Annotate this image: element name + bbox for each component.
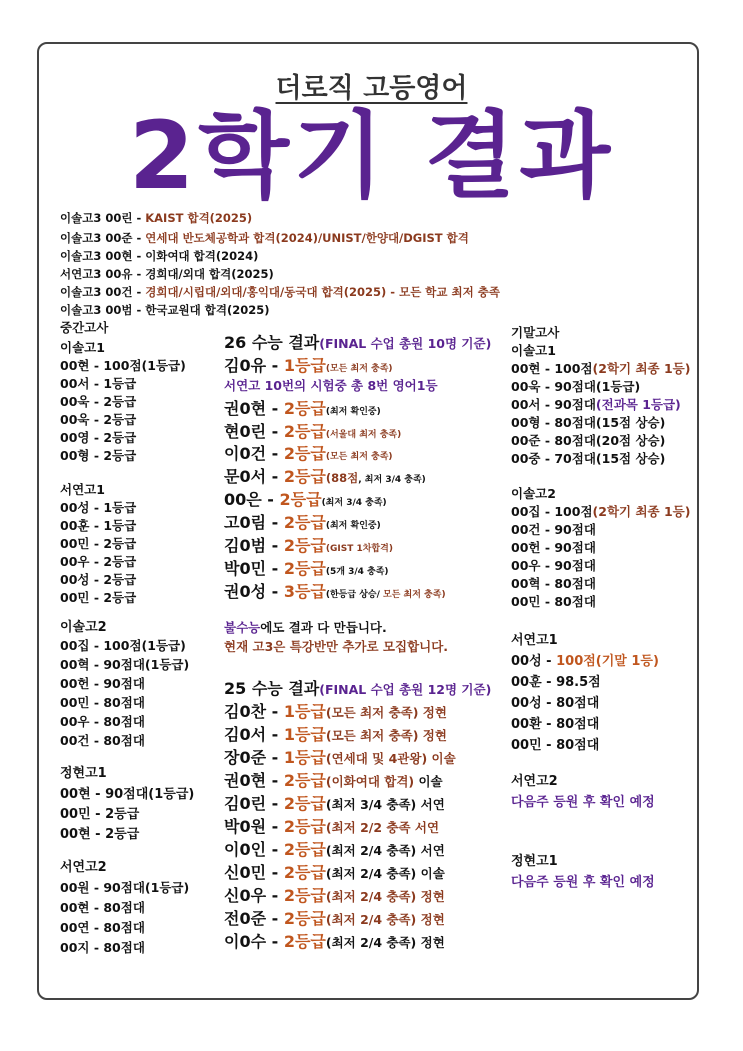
list-item: 00현 - 2등급 bbox=[60, 827, 140, 842]
list-item: 00우 - 80점대 bbox=[60, 714, 145, 729]
list-item: 00영 - 2등급 bbox=[60, 430, 137, 445]
csat26-row: 00은 - 2등급(최저 3/4 충족) bbox=[224, 490, 387, 509]
list-item: 00민 - 2등급 bbox=[60, 590, 137, 605]
list-item: 00민 - 2등급 bbox=[60, 807, 140, 822]
list-item: 00욱 - 90점대(1등급) bbox=[511, 379, 641, 394]
csat25-heading: 25 수능 결과(FINAL 수업 총원 12명 기준) bbox=[224, 679, 492, 698]
csat25-row: 이0인 - 2등급(최저 2/4 충족) 서연 bbox=[224, 840, 445, 859]
csat26-row: 문0서 - 2등급(88점, 최저 3/4 충족) bbox=[224, 467, 426, 486]
csat25-row: 김0서 - 1등급(모든 최저 충족) 정현 bbox=[224, 725, 447, 744]
list-item: 00현 - 100점(1등급) bbox=[60, 358, 186, 373]
csat25-row: 권0현 - 2등급(이화여대 합격) 이솔 bbox=[224, 771, 443, 790]
pending-note: 다음주 등원 후 확인 예정 bbox=[511, 795, 655, 810]
admission-item: 이솔고3 00범 - 한국교원대 합격(2025) bbox=[60, 303, 270, 317]
list-item: 00형 - 80점대(15점 상승) bbox=[511, 415, 666, 430]
csat25-row: 김0찬 - 1등급(모든 최저 충족) 정현 bbox=[224, 702, 447, 721]
csat26-row: 고0림 - 2등급(최저 확인중) bbox=[224, 513, 381, 532]
list-item: 00성 - 100점(기말 1등) bbox=[511, 654, 659, 669]
list-item: 00성 - 1등급 bbox=[60, 500, 137, 515]
csat25-row: 장0준 - 1등급(연세대 및 4관왕) 이솔 bbox=[224, 748, 456, 767]
list-item: 00혁 - 80점대 bbox=[511, 576, 596, 591]
csat25-row: 이0수 - 2등급(최저 2/4 충족) 정현 bbox=[224, 932, 445, 951]
list-item: 00우 - 90점대 bbox=[511, 558, 596, 573]
list-item: 00민 - 2등급 bbox=[60, 536, 137, 551]
list-item: 00지 - 80점대 bbox=[60, 940, 145, 955]
list-item: 00현 - 90점대(1등급) bbox=[60, 787, 195, 802]
list-item: 00헌 - 90점대 bbox=[60, 676, 145, 691]
list-item: 00연 - 80점대 bbox=[60, 920, 145, 935]
list-item: 00서 - 90점대(전과목 1등급) bbox=[511, 397, 681, 412]
admission-item: 서연고3 00유 - 경희대/외대 합격(2025) bbox=[60, 267, 274, 281]
csat25-row: 김0린 - 2등급(최저 3/4 충족) 서연 bbox=[224, 794, 445, 813]
list-item: 00혁 - 90점대(1등급) bbox=[60, 657, 190, 672]
csat26-highlight: 서연고 10번의 시험중 총 8번 영어1등 bbox=[224, 378, 438, 393]
csat26-row: 권0성 - 3등급(한등급 상승/ 모든 최저 충족) bbox=[224, 582, 446, 601]
list-item: 00헌 - 90점대 bbox=[511, 540, 596, 555]
csat25-row: 전0준 - 2등급(최저 2/4 충족) 정현 bbox=[224, 909, 445, 928]
list-item: 00집 - 100점(2학기 최종 1등) bbox=[511, 504, 691, 519]
list-item: 00욱 - 2등급 bbox=[60, 394, 137, 409]
admission-item: 이솔고3 00현 - 이화여대 합격(2024) bbox=[60, 249, 259, 263]
admission-item: 이솔고3 00린 - KAIST 합격(2025) bbox=[60, 211, 253, 225]
list-item: 00현 - 80점대 bbox=[60, 900, 145, 915]
list-item: 00훈 - 1등급 bbox=[60, 518, 137, 533]
school-name: 서연고2 bbox=[60, 860, 107, 875]
list-item: 00건 - 90점대 bbox=[511, 522, 596, 537]
csat25-row: 신0우 - 2등급(최저 2/4 충족) 정현 bbox=[224, 886, 445, 905]
list-item: 00준 - 80점대(20점 상승) bbox=[511, 433, 666, 448]
midterm-heading: 중간고사 bbox=[60, 320, 109, 335]
school-name: 이솔고2 bbox=[60, 620, 107, 635]
csat26-row: 김0유 - 1등급(모든 최저 충족) bbox=[224, 356, 393, 375]
page-subtitle: 더로직 고등영어 bbox=[275, 73, 468, 104]
list-item: 00민 - 80점대 bbox=[511, 738, 600, 753]
csat26-row: 이0건 - 2등급(모든 최저 충족) bbox=[224, 444, 393, 463]
csat26-row: 권0현 - 2등급(최저 확인중) bbox=[224, 399, 381, 418]
school-name: 정현고1 bbox=[60, 766, 107, 781]
notice-text: 현재 고3은 특강반만 추가로 모집합니다. bbox=[224, 639, 449, 654]
notice-text: 불수능에도 결과 다 만듭니다. bbox=[224, 620, 387, 635]
school-name: 이솔고1 bbox=[511, 343, 556, 358]
pending-note: 다음주 등원 후 확인 예정 bbox=[511, 875, 655, 890]
csat25-row: 신0민 - 2등급(최저 2/4 충족) 이솔 bbox=[224, 863, 445, 882]
list-item: 00욱 - 2등급 bbox=[60, 412, 137, 427]
school-name: 이솔고2 bbox=[511, 486, 556, 501]
list-item: 00현 - 100점(2학기 최종 1등) bbox=[511, 361, 691, 376]
list-item: 00집 - 100점(1등급) bbox=[60, 638, 186, 653]
list-item: 00형 - 2등급 bbox=[60, 448, 137, 463]
list-item: 00성 - 2등급 bbox=[60, 572, 137, 587]
school-name: 서연고2 bbox=[511, 774, 558, 789]
csat26-heading: 26 수능 결과(FINAL 수업 총원 10명 기준) bbox=[224, 333, 492, 352]
page-title: 2학기 결과 bbox=[128, 102, 615, 211]
list-item: 00서 - 1등급 bbox=[60, 376, 137, 391]
list-item: 00건 - 80점대 bbox=[60, 733, 145, 748]
final-heading: 기말고사 bbox=[511, 325, 560, 340]
school-name: 서연고1 bbox=[60, 482, 105, 497]
school-name: 이솔고1 bbox=[60, 340, 105, 355]
list-item: 00민 - 80점대 bbox=[60, 695, 145, 710]
admission-item: 이솔고3 00건 - 경희대/시립대/외대/홍익대/동국대 합격(2025) - 모든 학교 최저 충족 bbox=[60, 285, 500, 299]
csat26-row: 현0린 - 2등급(서울대 최저 충족) bbox=[224, 422, 402, 441]
list-item: 00훈 - 98.5점 bbox=[511, 675, 601, 690]
list-item: 00원 - 90점대(1등급) bbox=[60, 880, 190, 895]
school-name: 서연고1 bbox=[511, 633, 558, 648]
list-item: 00성 - 80점대 bbox=[511, 696, 600, 711]
csat26-row: 박0민 - 2등급(5개 3/4 충족) bbox=[224, 559, 389, 578]
csat26-row: 김0범 - 2등급(GIST 1차합격) bbox=[224, 536, 393, 555]
list-item: 00민 - 80점대 bbox=[511, 594, 596, 609]
school-name: 정현고1 bbox=[511, 854, 558, 869]
admission-item: 이솔고3 00준 - 연세대 반도체공학과 합격(2024)/UNIST/한양대/DGIST 합격 bbox=[60, 231, 469, 245]
list-item: 00중 - 70점대(15점 상승) bbox=[511, 451, 666, 466]
csat25-row: 박0원 - 2등급(최저 2/2 충족 서연 bbox=[224, 817, 440, 836]
list-item: 00환 - 80점대 bbox=[511, 717, 600, 732]
list-item: 00우 - 2등급 bbox=[60, 554, 137, 569]
